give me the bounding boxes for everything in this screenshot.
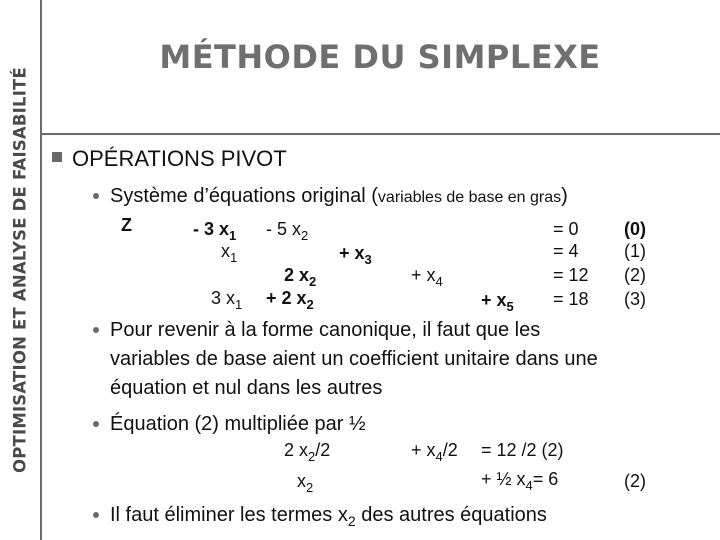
half-r1-rhs: = 12 /2 (2) bbox=[481, 440, 564, 460]
eq1-rhs: = 4 bbox=[553, 241, 579, 261]
bullet-system-original bbox=[110, 185, 568, 209]
eq0-term-x2: - 5 $x_2$ bbox=[266, 219, 309, 243]
eq0-number: (0) bbox=[624, 219, 646, 239]
eq3-rhs: = 18 bbox=[553, 289, 589, 309]
eq2-term-x2: 2 $x_2$ bbox=[284, 265, 317, 289]
bullet-system-small: variables de base en gras bbox=[377, 189, 562, 206]
bullet-canonical-line2: variables de base aient un coefficient unitaire dans une bbox=[110, 348, 598, 370]
bullet-system-close: ) bbox=[561, 185, 568, 207]
bullet-dot-icon bbox=[93, 421, 99, 427]
sidebar-band bbox=[0, 0, 40, 540]
eq0-z: Z bbox=[121, 215, 132, 235]
vertical-divider bbox=[40, 0, 42, 540]
bullet-canonical-line3: équation et nul dans les autres bbox=[110, 377, 383, 399]
eq2-number: (2) bbox=[624, 265, 646, 285]
bullet-eliminate-x2: Il faut éliminer les termes $x_2$ des autres équations bbox=[110, 504, 547, 529]
bullet-multiply-half: Équation (2) multipliée par ½ bbox=[110, 413, 366, 435]
eq1-number: (1) bbox=[624, 241, 646, 261]
eq3-term-x1: 3 $x_1$ bbox=[211, 288, 243, 312]
slide-title: MÉTHODE DU SIMPLEXE bbox=[159, 38, 601, 76]
half-r1-term-x4: + $x_4/2$ bbox=[411, 440, 458, 464]
eq3-term-x2: + 2 $x_2$ bbox=[266, 288, 314, 312]
half-r2-number: (2) bbox=[624, 471, 646, 491]
eq2-term-x4: + $x_4$ bbox=[411, 265, 443, 289]
half-r1-term-x2: 2 $x_2/2$ bbox=[284, 440, 331, 464]
half-r2-term-x4: + ½ $x_4= 6$ bbox=[481, 469, 559, 493]
bullet-dot-icon bbox=[93, 327, 99, 333]
half-r2-term-x2: $x_2$ bbox=[297, 471, 314, 495]
square-bullet-icon bbox=[52, 152, 62, 162]
eq0-rhs: = 0 bbox=[553, 219, 579, 239]
bullet-dot-icon bbox=[93, 193, 99, 199]
horizontal-divider bbox=[40, 133, 720, 135]
section-heading: OPÉRATIONS PIVOT bbox=[72, 146, 287, 171]
vertical-course-title: OPTIMISATION ET ANALYSE DE FAISABILITÉ bbox=[10, 67, 30, 473]
bullet-canonical-line1: Pour revenir à la forme canonique, il faut que les bbox=[110, 319, 541, 341]
eq2-rhs: = 12 bbox=[553, 265, 589, 285]
eq3-term-x5: + $x_5$ bbox=[481, 290, 514, 314]
eq0-term-x1: - 3 $x_1$ bbox=[193, 219, 237, 243]
eq1-term-x1: $x_1$ bbox=[221, 241, 238, 265]
eq3-number: (3) bbox=[624, 289, 646, 309]
bullet-system-text: Système d’équations original ( bbox=[110, 185, 378, 207]
eq1-term-x3: + $x_3$ bbox=[339, 243, 372, 267]
bullet-dot-icon bbox=[93, 512, 99, 518]
